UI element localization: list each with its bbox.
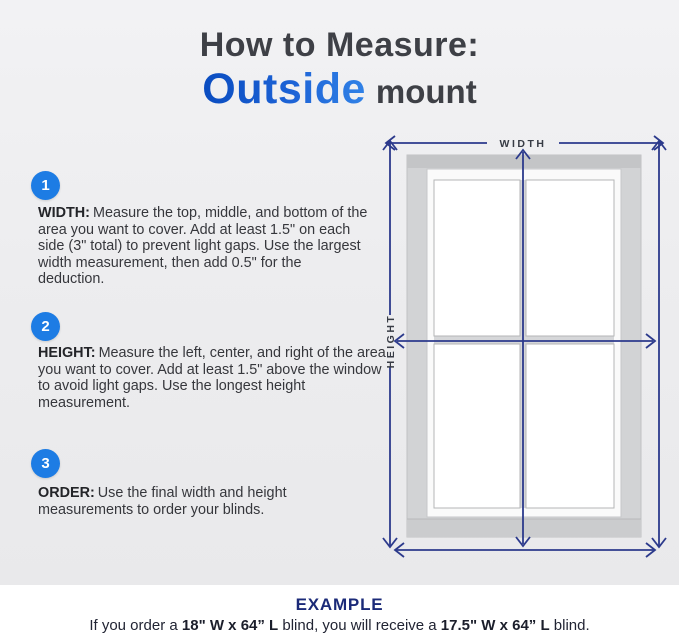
example-suffix: blind. (549, 617, 590, 634)
example-receive-size: 17.5" W x 64” L (440, 617, 550, 634)
height-label: HEIGHT (385, 313, 397, 369)
step-3-label: ORDER: (38, 485, 95, 501)
bottom-width-arrow (395, 543, 655, 557)
window-pane-bottom-left (434, 344, 520, 508)
window-diagram (373, 123, 675, 573)
window-header-strip (407, 155, 641, 168)
example-text (0, 617, 679, 634)
window-pane-top-left (434, 180, 520, 336)
window-pane-top-right (526, 180, 614, 336)
step-2-body: Measure the left, center, and right of the area you want to cover. Add at least 1.5" above the window to avoid light gaps. Use the longest height measurement. (38, 345, 386, 411)
example-prefix: If you order a (89, 617, 182, 634)
step-2-text (38, 345, 390, 411)
window-sill (407, 519, 641, 537)
page-subtitle (0, 67, 679, 121)
step-3-badge: 3 (31, 449, 60, 478)
step-1-text (38, 205, 370, 288)
right-height-arrow (652, 141, 666, 547)
step-2-badge: 2 (31, 312, 60, 341)
example-middle: blind, you will receive a (278, 617, 441, 634)
step-1-body: Measure the top, middle, and bottom of the area you want to cover. Add at least 1.5" on each side (3" total) to prevent light gaps. Use the largest width measurement, then add 0.5" for the deduction. (38, 205, 368, 288)
title-block (0, 26, 679, 121)
example-order-size: 18" W x 64” L (181, 617, 279, 634)
width-label: WIDTH (499, 138, 547, 150)
subtitle-rest: mount (375, 73, 477, 110)
step-3-body: Use the final width and height measurements to order your blinds. (38, 485, 287, 518)
step-2-label: HEIGHT: (38, 345, 96, 361)
step-3-text (38, 485, 378, 518)
subtitle-highlight: Outside (202, 65, 366, 113)
step-1-label: WIDTH: (38, 205, 90, 221)
window-illustration (407, 155, 641, 537)
step-1-badge: 1 (31, 171, 60, 200)
example-heading: EXAMPLE (295, 595, 384, 614)
page-title: How to Measure: (199, 26, 480, 64)
window-pane-bottom-right (526, 344, 614, 508)
example-section (0, 585, 679, 644)
